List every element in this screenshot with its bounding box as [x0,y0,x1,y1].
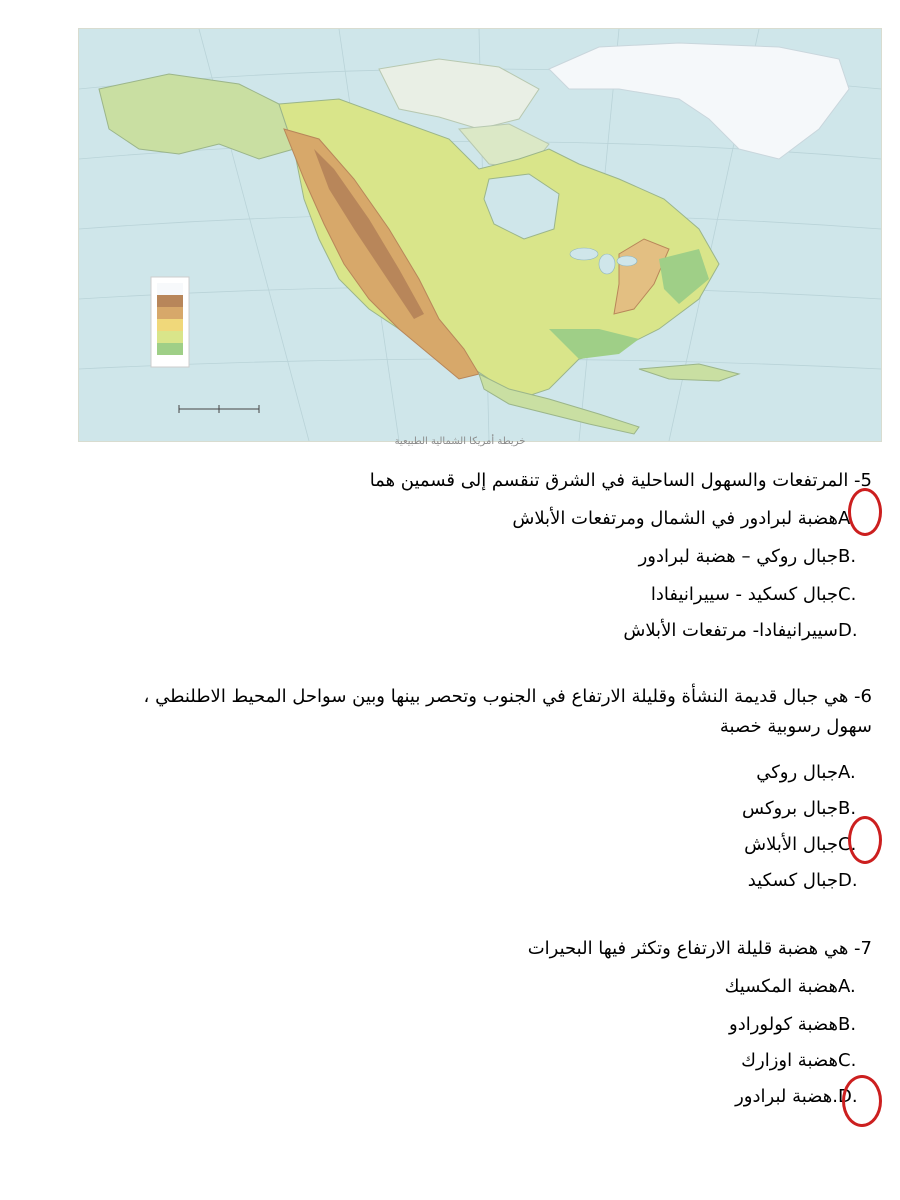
map-caption: خريطة أمريكا الشمالية الطبيعية [394,436,526,447]
q6-option-c[interactable]: جبال الأبلاشC. [744,834,857,855]
q6-answer-circle [848,816,882,864]
q5-option-a[interactable]: هضبة لبرادور في الشمال ومرتفعات الأبلاشA [512,508,851,529]
q7-option-a[interactable]: هضبة المكسيكA. [724,976,856,997]
q7-option-d[interactable]: .هضبة لبرادورD. [735,1086,858,1107]
question-5: 5- المرتفعات والسهول الساحلية في الشرق تنقسم إلى قسمين هما [369,470,872,491]
q6-option-a[interactable]: جبال روكيA. [756,762,856,783]
q6-option-d[interactable]: جبال كسكيدD. [747,870,858,891]
q7-answer-circle [842,1075,882,1127]
north-america-physical-map [78,28,882,442]
q6-option-b[interactable]: جبال بروكسB. [742,798,857,819]
q5-option-c[interactable]: جبال كسكيد - سييرانيفاداC. [650,584,857,605]
question-6: 6- هي جبال قديمة النشأة وقليلة الارتفاع في الجنوب وتحصر بينها وبين سواحل المحيط الاطلنطي ، سهول رسوبية خصبة [143,686,872,737]
q7-option-c[interactable]: هضبة اوزاركC. [741,1050,857,1071]
q7-option-b[interactable]: هضبة كولورادوB. [729,1014,857,1035]
q5-option-d[interactable]: سييرانيفادا- مرتفعات الأبلاشD. [623,620,858,641]
question-7: 7- هي هضبة قليلة الارتفاع وتكثر فيها البحيرات [527,938,872,959]
q5-answer-circle [848,488,882,536]
elevation-legend [151,277,189,367]
q5-option-b[interactable]: جبال روكي – هضبة لبرادورB. [638,546,857,567]
